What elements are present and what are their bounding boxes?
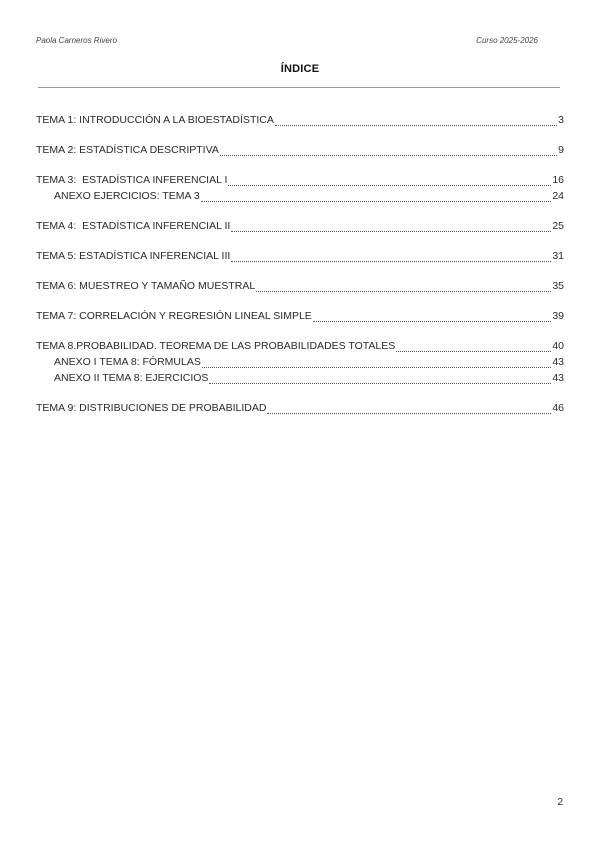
header-course: Curso 2025-2026 (476, 36, 538, 45)
toc-entry[interactable] (36, 112, 564, 128)
toc-entry-page: 24 (552, 190, 564, 202)
toc-entry-page: 39 (552, 310, 564, 322)
toc-entry-label: ANEXO I TEMA 8: FÓRMULAS (54, 356, 201, 368)
toc-entry[interactable] (36, 218, 564, 234)
toc-entry-page: 3 (558, 114, 564, 126)
toc-entry-page: 9 (558, 144, 564, 156)
toc-leader-dots (209, 373, 551, 384)
toc-entry-page: 25 (552, 220, 564, 232)
toc-leader-dots (256, 281, 551, 292)
toc-entry-label: TEMA 5: ESTADÍSTICA INFERENCIAL III (36, 250, 231, 262)
toc-subentry[interactable] (36, 188, 564, 204)
toc-entry-label: TEMA 1: INTRODUCCIÓN A LA BIOESTADÍSTICA (36, 114, 274, 126)
toc-entry[interactable] (36, 172, 564, 188)
toc-group (36, 308, 564, 324)
toc-subentry[interactable] (36, 370, 564, 386)
toc-leader-dots (202, 357, 551, 368)
page-title: ÍNDICE (280, 63, 320, 75)
title-divider (38, 87, 560, 88)
toc-group (36, 218, 564, 234)
toc-entry-label: TEMA 3: ESTADÍSTICA INFERENCIAL I (36, 174, 228, 186)
toc-leader-dots (267, 403, 551, 414)
toc-leader-dots (220, 145, 557, 156)
toc-entry-page: 46 (552, 402, 564, 414)
toc-leader-dots (231, 251, 551, 262)
toc-group (36, 278, 564, 294)
toc-group (36, 172, 564, 204)
toc-subentry[interactable] (36, 354, 564, 370)
toc-entry[interactable] (36, 308, 564, 324)
toc-group (36, 400, 564, 416)
toc-entry[interactable] (36, 400, 564, 416)
toc-leader-dots (201, 191, 552, 202)
toc-entry-page: 31 (552, 250, 564, 262)
page-header (36, 36, 538, 45)
toc-leader-dots (231, 221, 551, 232)
toc-entry-page: 43 (552, 356, 564, 368)
page-number: 2 (557, 797, 563, 808)
toc-group (36, 112, 564, 128)
toc-entry-label: TEMA 7: CORRELACIÓN Y REGRESIÓN LINEAL SIMPLE (36, 310, 312, 322)
toc-entry-page: 40 (552, 340, 564, 352)
toc-leader-dots (228, 175, 551, 186)
toc-leader-dots (396, 341, 551, 352)
toc-entry-label: TEMA 4: ESTADÍSTICA INFERENCIAL II (36, 220, 231, 232)
toc-entry[interactable] (36, 338, 564, 354)
toc-entry-label: TEMA 8.PROBABILIDAD. TEOREMA DE LAS PROBABILIDADES TOTALES (36, 340, 396, 352)
toc-group (36, 142, 564, 158)
toc-entry-page: 43 (552, 372, 564, 384)
toc-entry[interactable] (36, 278, 564, 294)
toc-group (36, 338, 564, 386)
toc-entry-label: ANEXO II TEMA 8: EJERCICIOS (54, 372, 209, 384)
toc-entry-label: TEMA 2: ESTADÍSTICA DESCRIPTIVA (36, 144, 219, 156)
toc-entry-page: 16 (552, 174, 564, 186)
toc-entry[interactable] (36, 142, 564, 158)
toc-entry-label: ANEXO EJERCICIOS: TEMA 3 (54, 190, 200, 202)
header-author: Paola Carneros Rivero (36, 36, 117, 45)
toc-leader-dots (313, 311, 552, 322)
toc-entry[interactable] (36, 248, 564, 264)
table-of-contents (36, 112, 564, 430)
toc-entry-label: TEMA 6: MUESTREO Y TAMAÑO MUESTRAL (36, 280, 256, 292)
toc-entry-label: TEMA 9: DISTRIBUCIONES DE PROBABILIDAD (36, 402, 267, 414)
toc-leader-dots (275, 115, 557, 126)
toc-group (36, 248, 564, 264)
toc-entry-page: 35 (552, 280, 564, 292)
